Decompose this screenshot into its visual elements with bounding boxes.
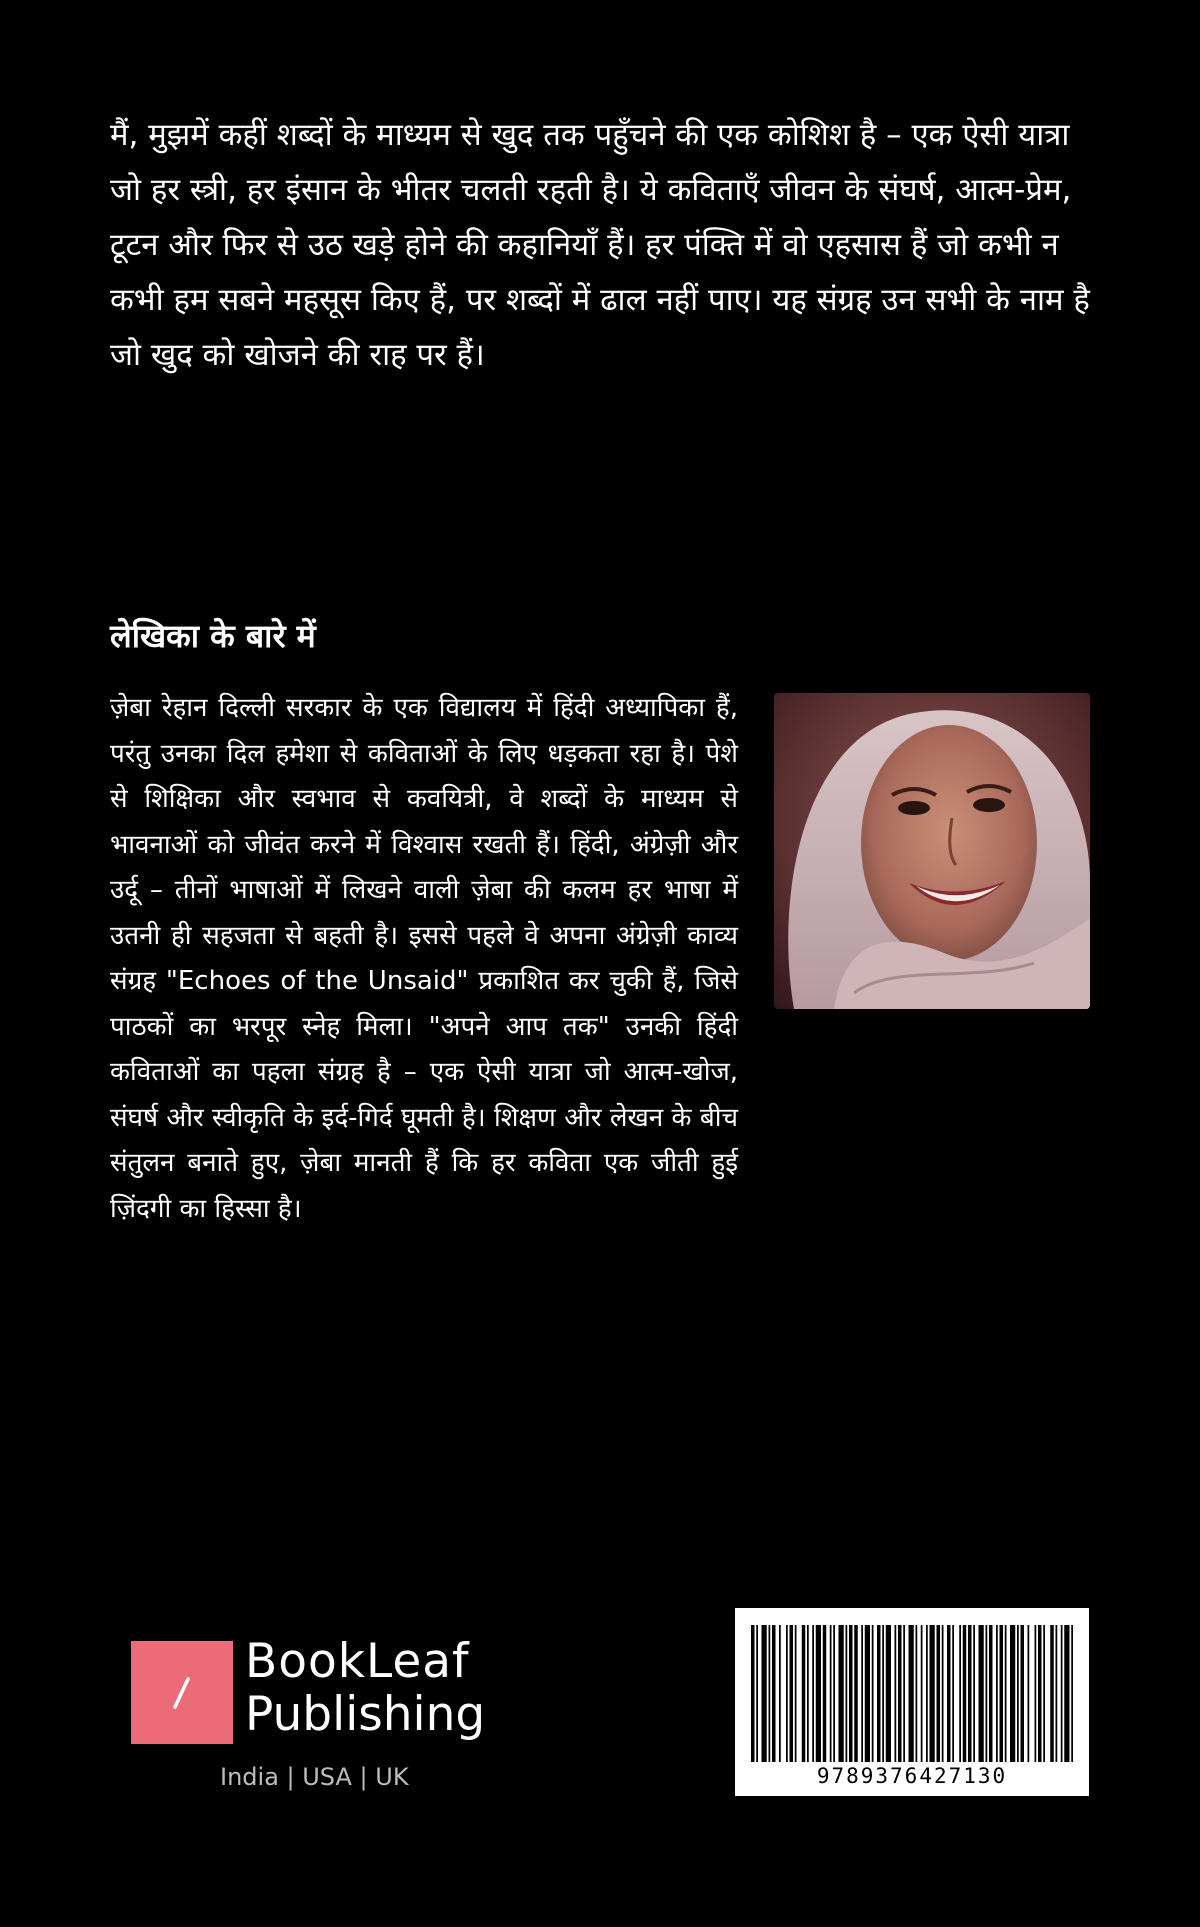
barcode-bar [854,1625,858,1762]
publisher-name-line-2: Publishing [245,1687,486,1742]
barcode-bar [872,1625,874,1762]
publisher-regions: India | USA | UK [220,1763,409,1791]
barcode-bar [1005,1625,1007,1762]
barcode-bar [816,1625,821,1762]
barcode-bar [839,1625,844,1762]
barcode-bar [1017,1625,1019,1762]
barcode-bar [1061,1625,1063,1762]
barcode-bar [898,1625,902,1762]
barcode-bar [986,1625,988,1762]
barcode-bar [996,1625,998,1762]
barcode-bar [1050,1625,1054,1762]
barcode-bar [846,1625,848,1762]
barcode-bar [903,1625,905,1762]
barcode-bar [1010,1625,1015,1762]
barcode-bar [973,1625,975,1762]
author-bio: ज़ेबा रेहान दिल्ली सरकार के एक विद्यालय में हिंदी अध्यापिका हैं, परंतु उनका दिल हमेशा से कविताओं के लिए धड़कता रहा है। पेशे से शिक्षिका और स्वभाव से कवयित्री, वे शब्दों के माध्यम से भावनाओं को जीवंत करने में विश्वास रखती हैं। हिंदी, अंग्रेज़ी और उर्दू – तीनों भाषाओं में लिखने वाली ज़ेबा की कलम हर भाषा में उतनी ही सहजता से बहती है। इससे पहले वे अपना अंग्रेज़ी काव्य संग्रह "Echoes of the Unsaid" प्रकाशित कर चुकी हैं, जिसे पाठकों का भरपूर स्नेह मिला। "अपने आप तक" उनकी हिंदी कविताओं का पहला संग्रह है – एक ऐसी यात्रा जो आत्म-खोज, संघर्ष और स्वीकृति के इर्द-गिर्द घूमती है। शिक्षण और लेखन के बीच संतुलन बनाते हुए, ज़ेबा मानती हैं कि हर कविता एक जीती हुई ज़िंदगी का हिस्सा है। [110,693,738,1224]
barcode-bar [952,1625,954,1762]
barcode-bar [1000,1625,1004,1762]
publisher-name-line-1: BookLeaf [245,1634,470,1689]
barcode-bar [861,1625,863,1762]
publisher-logo-mark [131,1641,233,1744]
barcode-bar [886,1625,891,1762]
barcode-bar [802,1625,806,1762]
barcode-bar [937,1625,941,1762]
barcode-bar [779,1625,781,1762]
barcode-bar [959,1625,961,1762]
barcode-bar [909,1625,914,1762]
barcode-bar [1056,1625,1058,1762]
barcode-bar [963,1625,967,1762]
barcode-bar [989,1625,993,1762]
barcode-bar [1021,1625,1025,1762]
barcode-bar [1043,1625,1045,1762]
barcode-bar [751,1625,755,1762]
barcode-bar [795,1625,797,1762]
barcode-bar [968,1625,972,1762]
book-blurb: मैं, मुझमें कहीं शब्दों के माध्यम से खुद तक पहुँचने की एक कोशिश है – एक ऐसी यात्रा जो हर स्त्री, हर इंसान के भीतर चलती रहती है। ये कविताएँ जीवन के संघर्ष, आत्म-प्रेम, टूटन और फिर से उठ खड़े होने की कहानियाँ हैं। हर पंक्ति में वो एहसास हैं जो कभी न कभी हम सबने महसूस किए हैं, पर शब्दों में ढाल नहीं पाए। यह संग्रह उन सभी के नाम है जो खुद को खोजने की राह पर हैं। [110,117,1090,373]
barcode-bar [786,1625,788,1762]
barcode-bar [1071,1625,1073,1762]
isbn-number: 9789376427130 [816,1764,1008,1788]
barcode-bar [772,1625,776,1762]
barcode-bar [921,1625,923,1762]
barcode-bar [942,1625,944,1762]
barcode-bar [1035,1625,1037,1762]
barcode-bar [1064,1625,1069,1762]
slash-icon [131,1641,233,1744]
barcode-bar [769,1625,771,1762]
barcode-bars [749,1625,1075,1762]
barcode-bar [790,1625,794,1762]
barcode-bar [1028,1625,1030,1762]
isbn-barcode [735,1608,1089,1796]
barcode-bar [947,1625,951,1762]
barcode-bar [807,1625,809,1762]
barcode-bar [762,1625,767,1762]
barcode-bar [1038,1625,1042,1762]
barcode-bar [877,1625,881,1762]
barcode-bar [979,1625,984,1762]
barcode-bar [833,1625,835,1762]
about-author-heading: लेखिका के बारे में [110,617,316,655]
publisher-logo [131,1634,551,1791]
barcode-bar [812,1625,814,1762]
barcode-bar [823,1625,827,1762]
author-photo [774,693,1090,1009]
barcode-bar [830,1625,832,1762]
barcode-bar [865,1625,870,1762]
barcode-bar [916,1625,918,1762]
barcode-bar [849,1625,853,1762]
barcode-bar [930,1625,935,1762]
barcode-bar [882,1625,884,1762]
barcode-bar [756,1625,758,1762]
barcode-bar [926,1625,928,1762]
barcode-bar [895,1625,897,1762]
